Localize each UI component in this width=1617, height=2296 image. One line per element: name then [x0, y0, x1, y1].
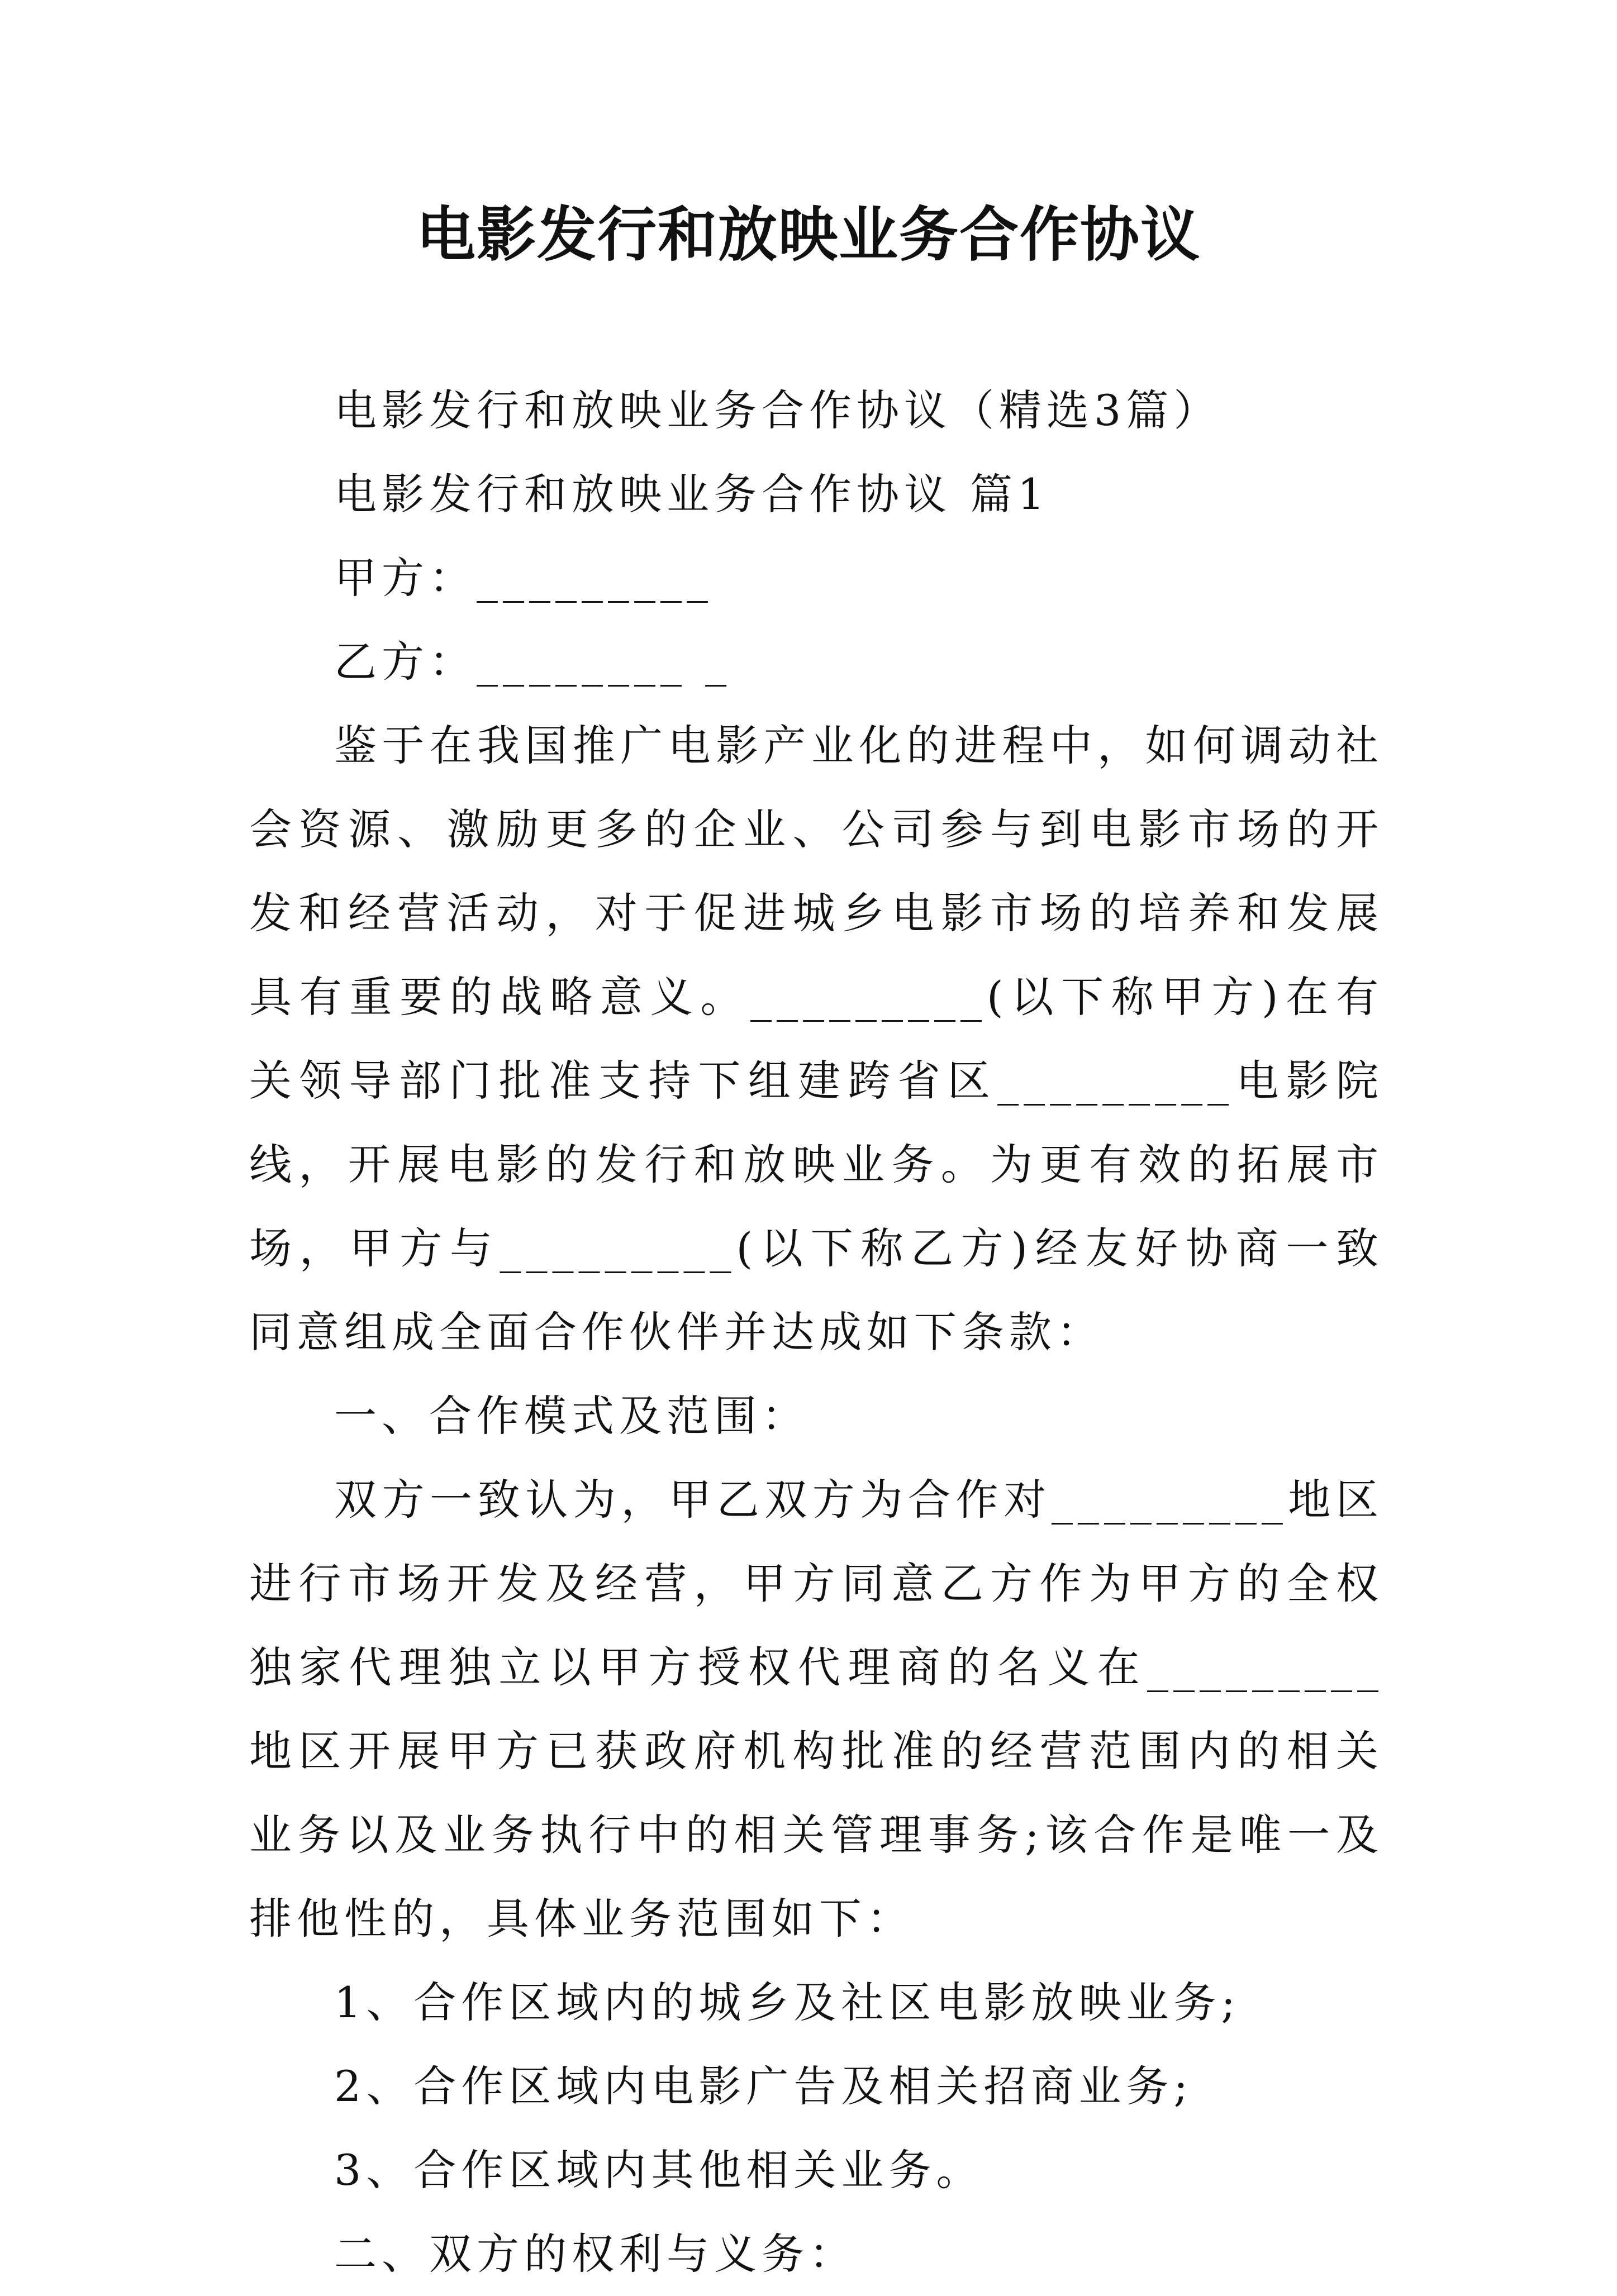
document-title: 电影发行和放映业务合作协议	[416, 199, 1201, 269]
list-item-3: 3、合作区域内其他相关业务。	[334, 2145, 984, 2195]
section-heading-1: 一、合作模式及范围：	[334, 1391, 809, 1441]
subtitle-collection: 电影发行和放映业务合作协议（精选3篇）	[334, 385, 1221, 435]
party-a-line: 甲方：_________	[334, 553, 713, 603]
section-heading-2: 二、双方的权利与义务：	[334, 2229, 857, 2279]
preamble-paragraph: 鉴于在我国推广电影产业化的进程中，如何调动社会资源、激励更多的企业、公司参与到电影市场的开发和经营活动，对于促进城乡电影市场的培养和发展具有重要的战略意义。_________(以下称甲方)在有关领导部门批准支持下组建跨省区_________电影院线，开展电影的发行和放映业务。为更有效的拓展市场，甲方与_________(以下称乙方)经友好协商一致同意组成全面合作伙伴并达成如下条款：	[249, 721, 1383, 1357]
list-item-2: 2、合作区域内电影广告及相关招商业务;	[334, 2061, 1193, 2111]
party-b-line: 乙方：________ _	[334, 637, 732, 687]
list-item-1: 1、合作区域内的城乡及社区电影放映业务;	[334, 1978, 1240, 2027]
document-body	[249, 369, 1383, 2296]
subtitle-part-1: 电影发行和放映业务合作协议 篇1	[334, 469, 1050, 519]
cooperation-paragraph: 双方一致认为，甲乙双方为合作对_________地区进行市场开发及经营，甲方同意乙方作为甲方的全权独家代理独立以甲方授权代理商的名义在_________地区开展甲方已获政府机构批准的经营范围内的相关业务以及业务执行中的相关管理事务;该合作是唯一及排他性的，具体业务范围如下：	[249, 1475, 1383, 1943]
